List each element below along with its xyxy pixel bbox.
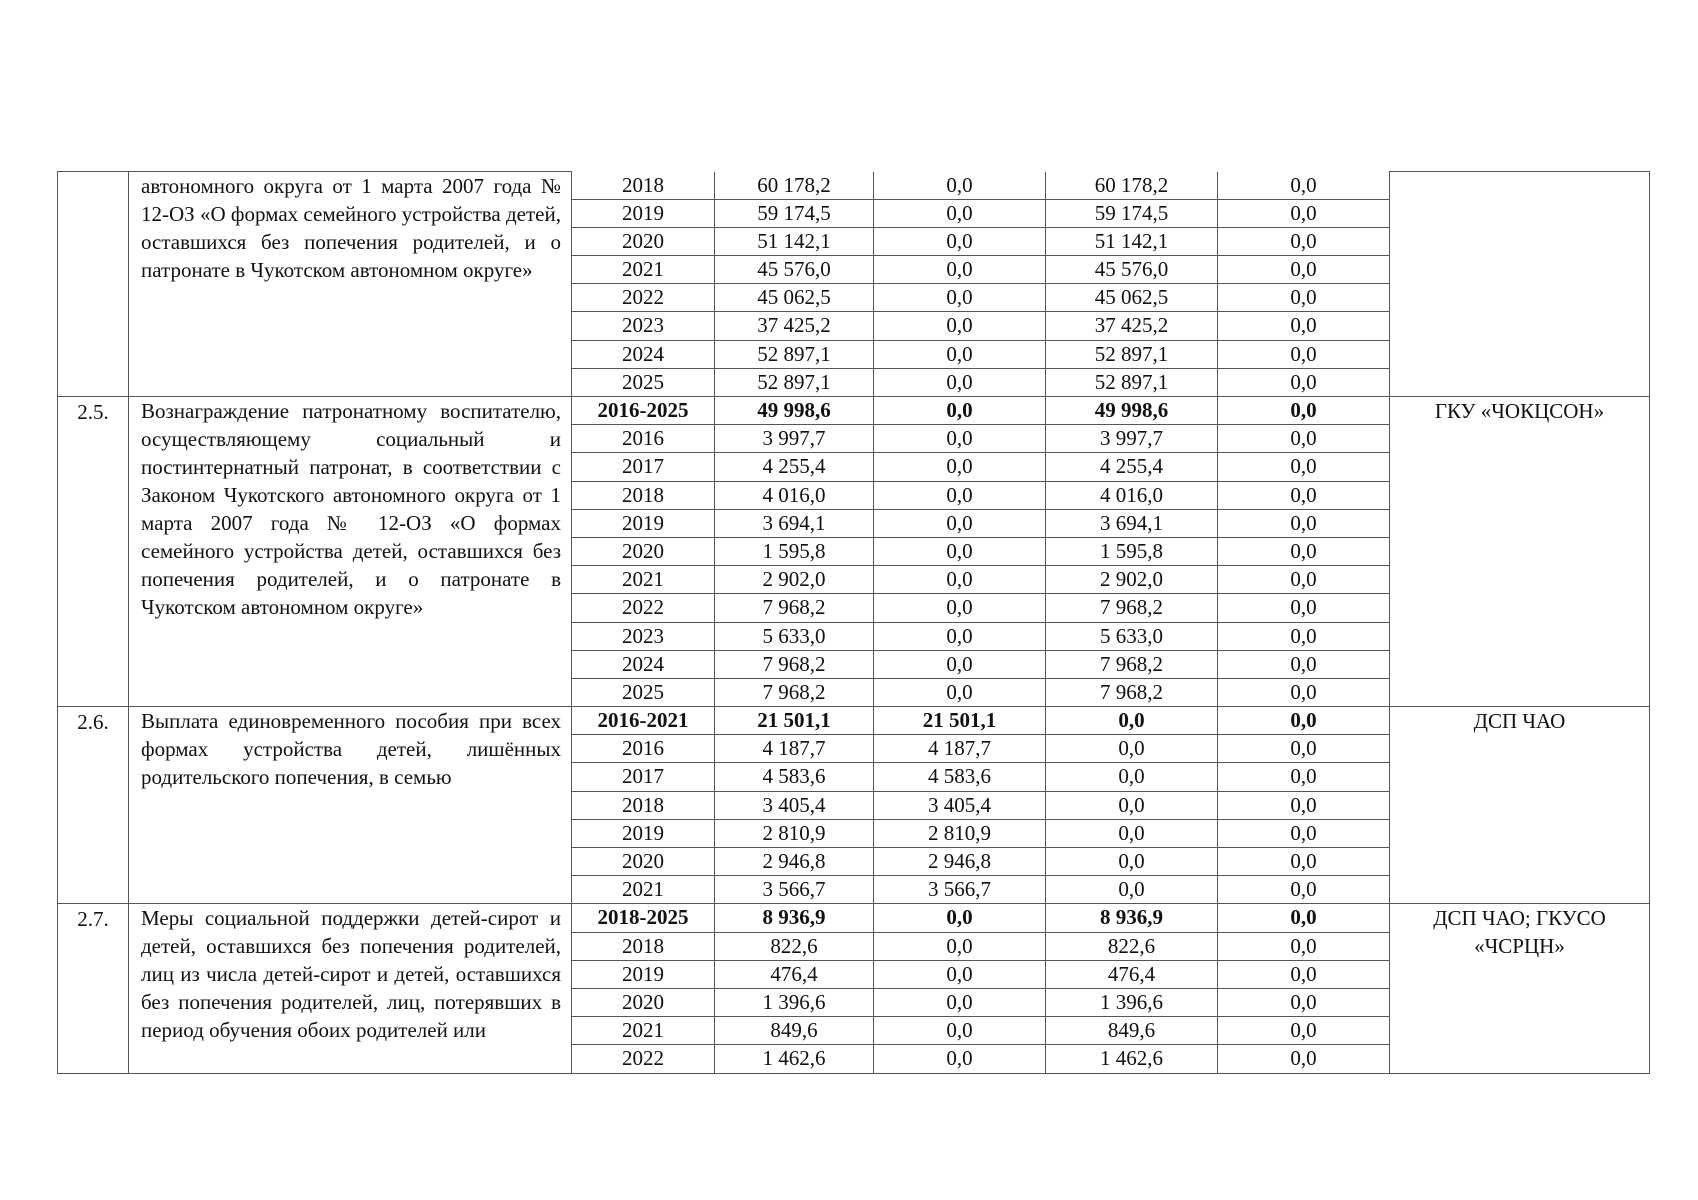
- district-budget-cell: 49 998,6: [1046, 397, 1218, 425]
- federal-budget-cell: 0,0: [874, 932, 1046, 960]
- item-number: 2.6.: [58, 707, 129, 904]
- period-cell: 2020: [572, 227, 715, 255]
- period-cell: 2020: [572, 988, 715, 1016]
- federal-budget-cell: 0,0: [874, 199, 1046, 227]
- other-sources-cell: 0,0: [1218, 368, 1390, 396]
- item-number: [58, 172, 129, 397]
- federal-budget-cell: 21 501,1: [874, 707, 1046, 735]
- total-cell: 4 187,7: [715, 735, 874, 763]
- total-cell: 45 062,5: [715, 284, 874, 312]
- other-sources-cell: 0,0: [1218, 904, 1390, 932]
- other-sources-cell: 0,0: [1218, 227, 1390, 255]
- other-sources-cell: 0,0: [1218, 509, 1390, 537]
- total-cell: 7 968,2: [715, 594, 874, 622]
- total-cell: 3 997,7: [715, 425, 874, 453]
- district-budget-cell: 4 016,0: [1046, 481, 1218, 509]
- total-cell: 3 566,7: [715, 876, 874, 904]
- federal-budget-cell: 0,0: [874, 481, 1046, 509]
- total-cell: 3 694,1: [715, 509, 874, 537]
- period-cell: 2018: [572, 791, 715, 819]
- federal-budget-cell: 2 946,8: [874, 848, 1046, 876]
- other-sources-cell: 0,0: [1218, 848, 1390, 876]
- district-budget-cell: 0,0: [1046, 848, 1218, 876]
- other-sources-cell: 0,0: [1218, 1045, 1390, 1073]
- federal-budget-cell: 0,0: [874, 537, 1046, 565]
- total-cell: 37 425,2: [715, 312, 874, 340]
- district-budget-cell: 51 142,1: [1046, 227, 1218, 255]
- district-budget-cell: 37 425,2: [1046, 312, 1218, 340]
- district-budget-cell: 0,0: [1046, 763, 1218, 791]
- total-cell: 21 501,1: [715, 707, 874, 735]
- total-cell: 7 968,2: [715, 678, 874, 706]
- period-cell: 2019: [572, 819, 715, 847]
- total-cell: 59 174,5: [715, 199, 874, 227]
- budget-table-body: [58, 172, 1650, 1074]
- period-cell: 2016-2025: [572, 397, 715, 425]
- period-cell: 2017: [572, 763, 715, 791]
- district-budget-cell: 822,6: [1046, 932, 1218, 960]
- section-first-row: [58, 172, 1650, 200]
- other-sources-cell: 0,0: [1218, 876, 1390, 904]
- federal-budget-cell: 2 810,9: [874, 819, 1046, 847]
- item-description: Выплата единовременного пособия при всех формах устройства детей, лишённых родительского попечения, в семью: [129, 707, 572, 904]
- federal-budget-cell: 0,0: [874, 1045, 1046, 1073]
- total-cell: 2 902,0: [715, 566, 874, 594]
- section-first-row: [58, 904, 1650, 932]
- other-sources-cell: 0,0: [1218, 481, 1390, 509]
- federal-budget-cell: 0,0: [874, 622, 1046, 650]
- total-cell: 4 583,6: [715, 763, 874, 791]
- period-cell: 2020: [572, 848, 715, 876]
- period-cell: 2019: [572, 199, 715, 227]
- total-cell: 1 396,6: [715, 988, 874, 1016]
- other-sources-cell: 0,0: [1218, 172, 1390, 200]
- federal-budget-cell: 0,0: [874, 368, 1046, 396]
- district-budget-cell: 7 968,2: [1046, 594, 1218, 622]
- period-cell: 2025: [572, 368, 715, 396]
- federal-budget-cell: 0,0: [874, 312, 1046, 340]
- other-sources-cell: 0,0: [1218, 566, 1390, 594]
- district-budget-cell: 849,6: [1046, 1017, 1218, 1045]
- period-cell: 2016: [572, 735, 715, 763]
- section-first-row: [58, 707, 1650, 735]
- other-sources-cell: 0,0: [1218, 819, 1390, 847]
- district-budget-cell: 3 997,7: [1046, 425, 1218, 453]
- total-cell: 60 178,2: [715, 172, 874, 200]
- other-sources-cell: 0,0: [1218, 678, 1390, 706]
- federal-budget-cell: 0,0: [874, 397, 1046, 425]
- other-sources-cell: 0,0: [1218, 397, 1390, 425]
- district-budget-cell: 0,0: [1046, 876, 1218, 904]
- total-cell: 52 897,1: [715, 340, 874, 368]
- other-sources-cell: 0,0: [1218, 340, 1390, 368]
- period-cell: 2024: [572, 340, 715, 368]
- period-cell: 2022: [572, 1045, 715, 1073]
- federal-budget-cell: 0,0: [874, 172, 1046, 200]
- federal-budget-cell: 0,0: [874, 566, 1046, 594]
- federal-budget-cell: 0,0: [874, 960, 1046, 988]
- other-sources-cell: 0,0: [1218, 960, 1390, 988]
- district-budget-cell: 0,0: [1046, 707, 1218, 735]
- other-sources-cell: 0,0: [1218, 707, 1390, 735]
- executor-cell: [1390, 172, 1650, 397]
- period-cell: 2022: [572, 594, 715, 622]
- total-cell: 51 142,1: [715, 227, 874, 255]
- period-cell: 2021: [572, 876, 715, 904]
- item-description: автономного округа от 1 марта 2007 года № 12-ОЗ «О формах семейного устройства детей, оставшихся без попечения родителей, и о патронате в Чукотском автономном округе»: [129, 172, 572, 397]
- federal-budget-cell: 0,0: [874, 904, 1046, 932]
- period-cell: 2019: [572, 509, 715, 537]
- federal-budget-cell: 0,0: [874, 650, 1046, 678]
- federal-budget-cell: 0,0: [874, 256, 1046, 284]
- district-budget-cell: 4 255,4: [1046, 453, 1218, 481]
- period-cell: 2022: [572, 284, 715, 312]
- item-number: 2.7.: [58, 904, 129, 1073]
- period-cell: 2018: [572, 481, 715, 509]
- federal-budget-cell: 0,0: [874, 227, 1046, 255]
- executor-cell: ДСП ЧАО; ГКУСО «ЧСРЦН»: [1390, 904, 1650, 1073]
- district-budget-cell: 45 576,0: [1046, 256, 1218, 284]
- total-cell: 5 633,0: [715, 622, 874, 650]
- other-sources-cell: 0,0: [1218, 594, 1390, 622]
- other-sources-cell: 0,0: [1218, 735, 1390, 763]
- total-cell: 476,4: [715, 960, 874, 988]
- federal-budget-cell: 3 566,7: [874, 876, 1046, 904]
- district-budget-cell: 1 595,8: [1046, 537, 1218, 565]
- period-cell: 2025: [572, 678, 715, 706]
- federal-budget-cell: 4 187,7: [874, 735, 1046, 763]
- federal-budget-cell: 0,0: [874, 678, 1046, 706]
- period-cell: 2020: [572, 537, 715, 565]
- total-cell: 1 595,8: [715, 537, 874, 565]
- period-cell: 2017: [572, 453, 715, 481]
- item-description: Вознаграждение патронатному воспитателю, осуществляющему социальный и постинтернатный патронат, в соответствии с Законом Чукотского автономного округа от 1 марта 2007 года № 12-ОЗ «О формах семейного устройства детей, оставшихся без попечения родителей, и о патронате в Чукотском автономном округе»: [129, 397, 572, 707]
- total-cell: 822,6: [715, 932, 874, 960]
- district-budget-cell: 3 694,1: [1046, 509, 1218, 537]
- period-cell: 2021: [572, 256, 715, 284]
- total-cell: 45 576,0: [715, 256, 874, 284]
- federal-budget-cell: 0,0: [874, 425, 1046, 453]
- district-budget-cell: 8 936,9: [1046, 904, 1218, 932]
- federal-budget-cell: 0,0: [874, 284, 1046, 312]
- total-cell: 2 946,8: [715, 848, 874, 876]
- item-number: 2.5.: [58, 397, 129, 707]
- other-sources-cell: 0,0: [1218, 791, 1390, 819]
- total-cell: 2 810,9: [715, 819, 874, 847]
- district-budget-cell: 7 968,2: [1046, 678, 1218, 706]
- period-cell: 2023: [572, 312, 715, 340]
- period-cell: 2018: [572, 172, 715, 200]
- executor-cell: ДСП ЧАО: [1390, 707, 1650, 904]
- total-cell: 3 405,4: [715, 791, 874, 819]
- total-cell: 1 462,6: [715, 1045, 874, 1073]
- total-cell: 49 998,6: [715, 397, 874, 425]
- other-sources-cell: 0,0: [1218, 650, 1390, 678]
- district-budget-cell: 1 462,6: [1046, 1045, 1218, 1073]
- district-budget-cell: 1 396,6: [1046, 988, 1218, 1016]
- district-budget-cell: 52 897,1: [1046, 368, 1218, 396]
- other-sources-cell: 0,0: [1218, 1017, 1390, 1045]
- other-sources-cell: 0,0: [1218, 425, 1390, 453]
- district-budget-cell: 2 902,0: [1046, 566, 1218, 594]
- total-cell: 7 968,2: [715, 650, 874, 678]
- total-cell: 4 016,0: [715, 481, 874, 509]
- district-budget-cell: 60 178,2: [1046, 172, 1218, 200]
- other-sources-cell: 0,0: [1218, 199, 1390, 227]
- district-budget-cell: 0,0: [1046, 791, 1218, 819]
- federal-budget-cell: 3 405,4: [874, 791, 1046, 819]
- other-sources-cell: 0,0: [1218, 537, 1390, 565]
- total-cell: 4 255,4: [715, 453, 874, 481]
- federal-budget-cell: 0,0: [874, 340, 1046, 368]
- period-cell: 2021: [572, 1017, 715, 1045]
- other-sources-cell: 0,0: [1218, 256, 1390, 284]
- federal-budget-cell: 4 583,6: [874, 763, 1046, 791]
- district-budget-cell: 7 968,2: [1046, 650, 1218, 678]
- federal-budget-cell: 0,0: [874, 1017, 1046, 1045]
- federal-budget-cell: 0,0: [874, 594, 1046, 622]
- period-cell: 2018-2025: [572, 904, 715, 932]
- period-cell: 2024: [572, 650, 715, 678]
- district-budget-cell: 476,4: [1046, 960, 1218, 988]
- district-budget-cell: 0,0: [1046, 819, 1218, 847]
- total-cell: 52 897,1: [715, 368, 874, 396]
- budget-table: [57, 171, 1650, 1074]
- executor-cell: ГКУ «ЧОКЦСОН»: [1390, 397, 1650, 707]
- period-cell: 2016: [572, 425, 715, 453]
- section-first-row: [58, 397, 1650, 425]
- other-sources-cell: 0,0: [1218, 763, 1390, 791]
- other-sources-cell: 0,0: [1218, 284, 1390, 312]
- other-sources-cell: 0,0: [1218, 988, 1390, 1016]
- other-sources-cell: 0,0: [1218, 932, 1390, 960]
- district-budget-cell: 5 633,0: [1046, 622, 1218, 650]
- district-budget-cell: 0,0: [1046, 735, 1218, 763]
- total-cell: 8 936,9: [715, 904, 874, 932]
- federal-budget-cell: 0,0: [874, 509, 1046, 537]
- federal-budget-cell: 0,0: [874, 453, 1046, 481]
- other-sources-cell: 0,0: [1218, 622, 1390, 650]
- period-cell: 2019: [572, 960, 715, 988]
- other-sources-cell: 0,0: [1218, 312, 1390, 340]
- district-budget-cell: 52 897,1: [1046, 340, 1218, 368]
- other-sources-cell: 0,0: [1218, 453, 1390, 481]
- period-cell: 2023: [572, 622, 715, 650]
- period-cell: 2016-2021: [572, 707, 715, 735]
- total-cell: 849,6: [715, 1017, 874, 1045]
- period-cell: 2018: [572, 932, 715, 960]
- federal-budget-cell: 0,0: [874, 988, 1046, 1016]
- period-cell: 2021: [572, 566, 715, 594]
- district-budget-cell: 45 062,5: [1046, 284, 1218, 312]
- item-description: Меры социальной поддержки детей-сирот и детей, оставшихся без попечения родителей, лиц из числа детей-сирот и детей, оставшихся без попечения родителей, лиц, потерявших в период обучения обоих родителей или: [129, 904, 572, 1073]
- district-budget-cell: 59 174,5: [1046, 199, 1218, 227]
